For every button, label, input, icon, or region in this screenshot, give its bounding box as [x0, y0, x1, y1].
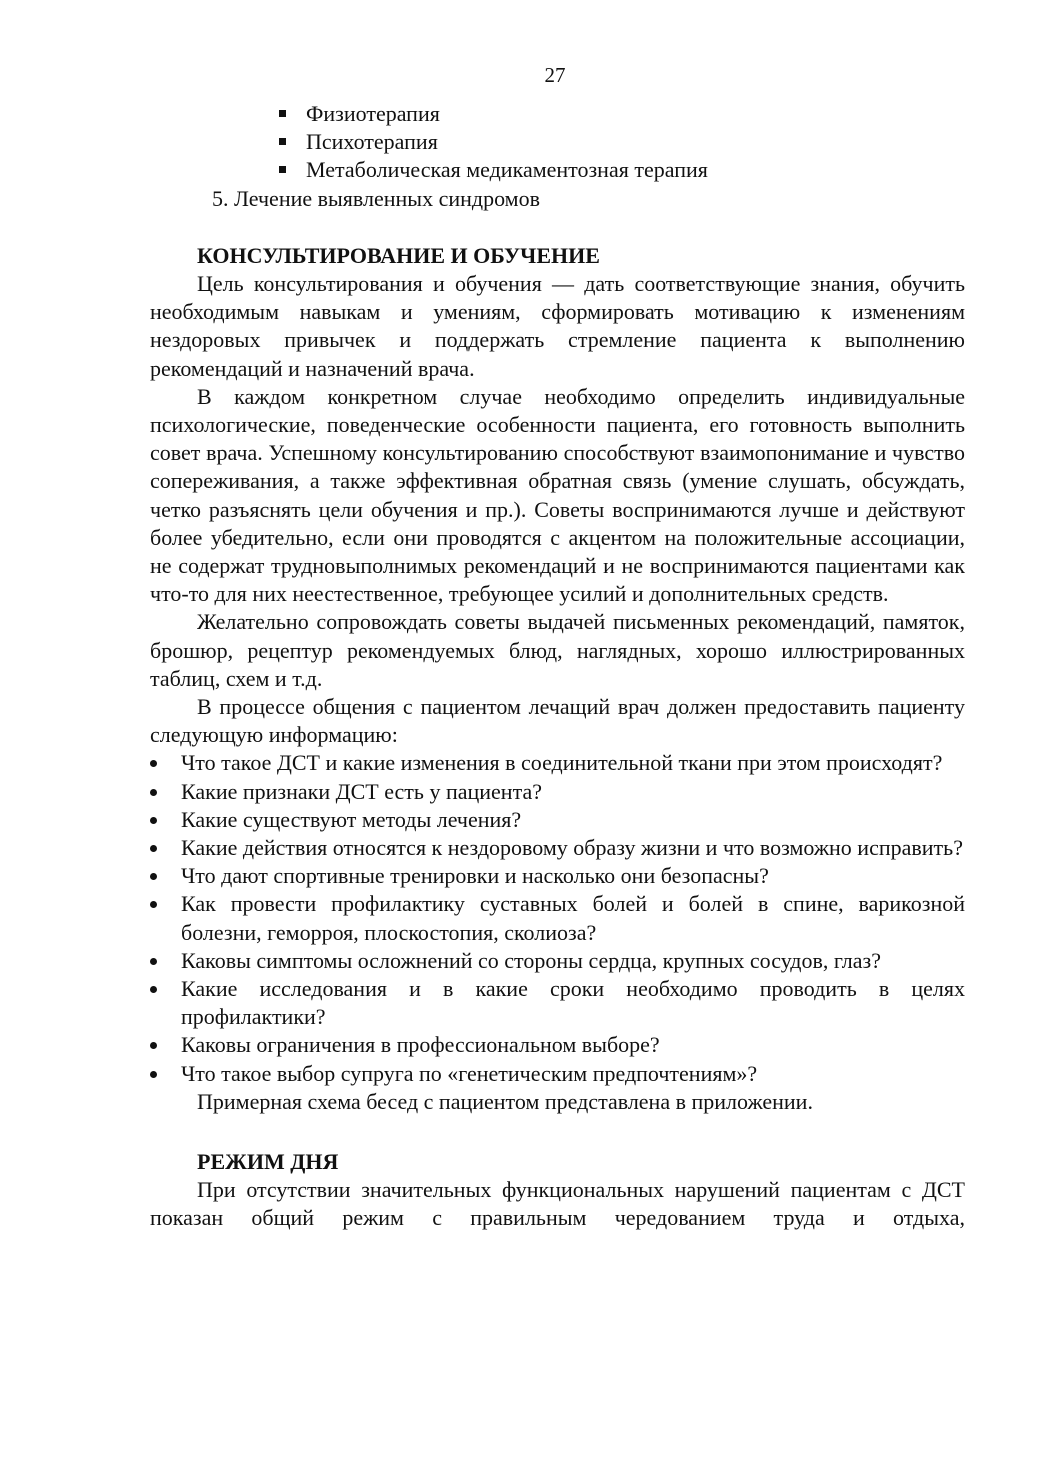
paragraph: При отсутствии значительных функциональных нарушений пациентам с ДСТ показан общий режим с правильным чередованием труда и отдыха, [150, 1177, 965, 1231]
item-number: 5. [212, 185, 229, 211]
therapy-list [150, 100, 965, 185]
list-item [150, 862, 965, 890]
bullet-icon [150, 1042, 157, 1049]
bullet-icon [150, 789, 157, 796]
closing-paragraph: Примерная схема бесед с пациентом представлена в приложении. [197, 1088, 813, 1114]
list-item [150, 975, 965, 1031]
list-item [150, 806, 965, 834]
list-item-text: Метаболическая медикаментозная терапия [306, 157, 708, 183]
list-item [150, 128, 965, 156]
list-item [150, 100, 965, 128]
paragraph: Желательно сопровождать советы выдачей письменных рекомендаций, памяток, брошюр, рецептур рекомендуемых блюд, наглядных, хорошо иллюстрированных таблиц, схем и т.д. [150, 609, 965, 691]
page-content [150, 100, 965, 1233]
list-item-text: Какие существуют методы лечения? [181, 806, 522, 832]
paragraph: В каждом конкретном случае необходимо определить индивидуальные психологические, поведенческие особенности пациента, его готовность выполнить совет врача. Успешному консультированию способствуют взаимопонимание и чувство сопереживания, а также эффективная обратная связь (умение слушать, обсуждать, четко разъяснять цели обучения и пр.). Советы воспринимаются лучше и действуют более убедительно, если они проводятся с акцентом на положительные ассоциации, не содержат трудновыполнимых рекомендаций и не воспринимаются пациентами как что-то для них неестественное, требующее усилий и дополнительных средств. [150, 383, 965, 607]
page-number: 27 [544, 63, 566, 87]
list-item [150, 749, 965, 777]
item-text: Лечение выявленных синдромов [234, 185, 540, 211]
square-bullet-icon [279, 138, 286, 145]
bullet-icon [150, 986, 157, 993]
paragraph: В процессе общения с пациентом лечащий врач должен предоставить пациенту следующую информацию: [150, 694, 965, 748]
list-item-text: Что такое выбор супруга по «генетическим предпочтениям»? [181, 1060, 758, 1086]
bullet-icon [150, 1071, 157, 1078]
bullet-icon [150, 845, 157, 852]
list-item-text: Как провести профилактику суставных болей и болей в спине, варикозной болезни, геморроя, плоскостопия, сколиоза? [181, 891, 965, 945]
information-list [150, 749, 965, 1087]
list-item-text: Каковы ограничения в профессиональном выборе? [181, 1032, 660, 1058]
list-item [150, 890, 965, 946]
paragraph: Цель консультирования и обучения — дать соответствующие знания, обучить необходимым навыкам и умениям, сформировать мотивацию к изменениям нездоровых привычек и поддержать стремление пациента к выполнению рекомендаций и назначений врача. [150, 270, 965, 381]
bullet-icon [150, 760, 157, 767]
bullet-icon [150, 873, 157, 880]
square-bullet-icon [279, 166, 286, 173]
list-item-text: Какие действия относятся к нездоровому образу жизни и что возможно исправить? [181, 835, 963, 861]
list-item [150, 778, 965, 806]
section-heading-consulting: КОНСУЛЬТИРОВАНИЕ И ОБУЧЕНИЕ [197, 242, 600, 268]
list-item-text: Какие исследования и в какие сроки необходимо проводить в целях профилактики? [181, 976, 965, 1030]
square-bullet-icon [279, 110, 286, 117]
list-item-text: Физиотерапия [306, 101, 440, 126]
list-item [150, 1060, 965, 1088]
list-item-text: Что такое ДСТ и какие изменения в соединительной ткани при этом происходят? [181, 750, 943, 776]
list-item [150, 1031, 965, 1059]
list-item [150, 947, 965, 975]
list-item-text: Что дают спортивные тренировки и насколько они безопасны? [181, 863, 769, 889]
list-item [150, 834, 965, 862]
section-heading-daily-regime: РЕЖИМ ДНЯ [197, 1149, 339, 1175]
bullet-icon [150, 958, 157, 965]
list-item-text: Каковы симптомы осложнений со стороны сердца, крупных сосудов, глаз? [181, 947, 881, 973]
bullet-icon [150, 817, 157, 824]
bullet-icon [150, 901, 157, 908]
list-item-text: Какие признаки ДСТ есть у пациента? [181, 778, 542, 804]
list-item [150, 156, 965, 184]
list-item-text: Психотерапия [306, 129, 438, 155]
numbered-item [150, 185, 965, 213]
